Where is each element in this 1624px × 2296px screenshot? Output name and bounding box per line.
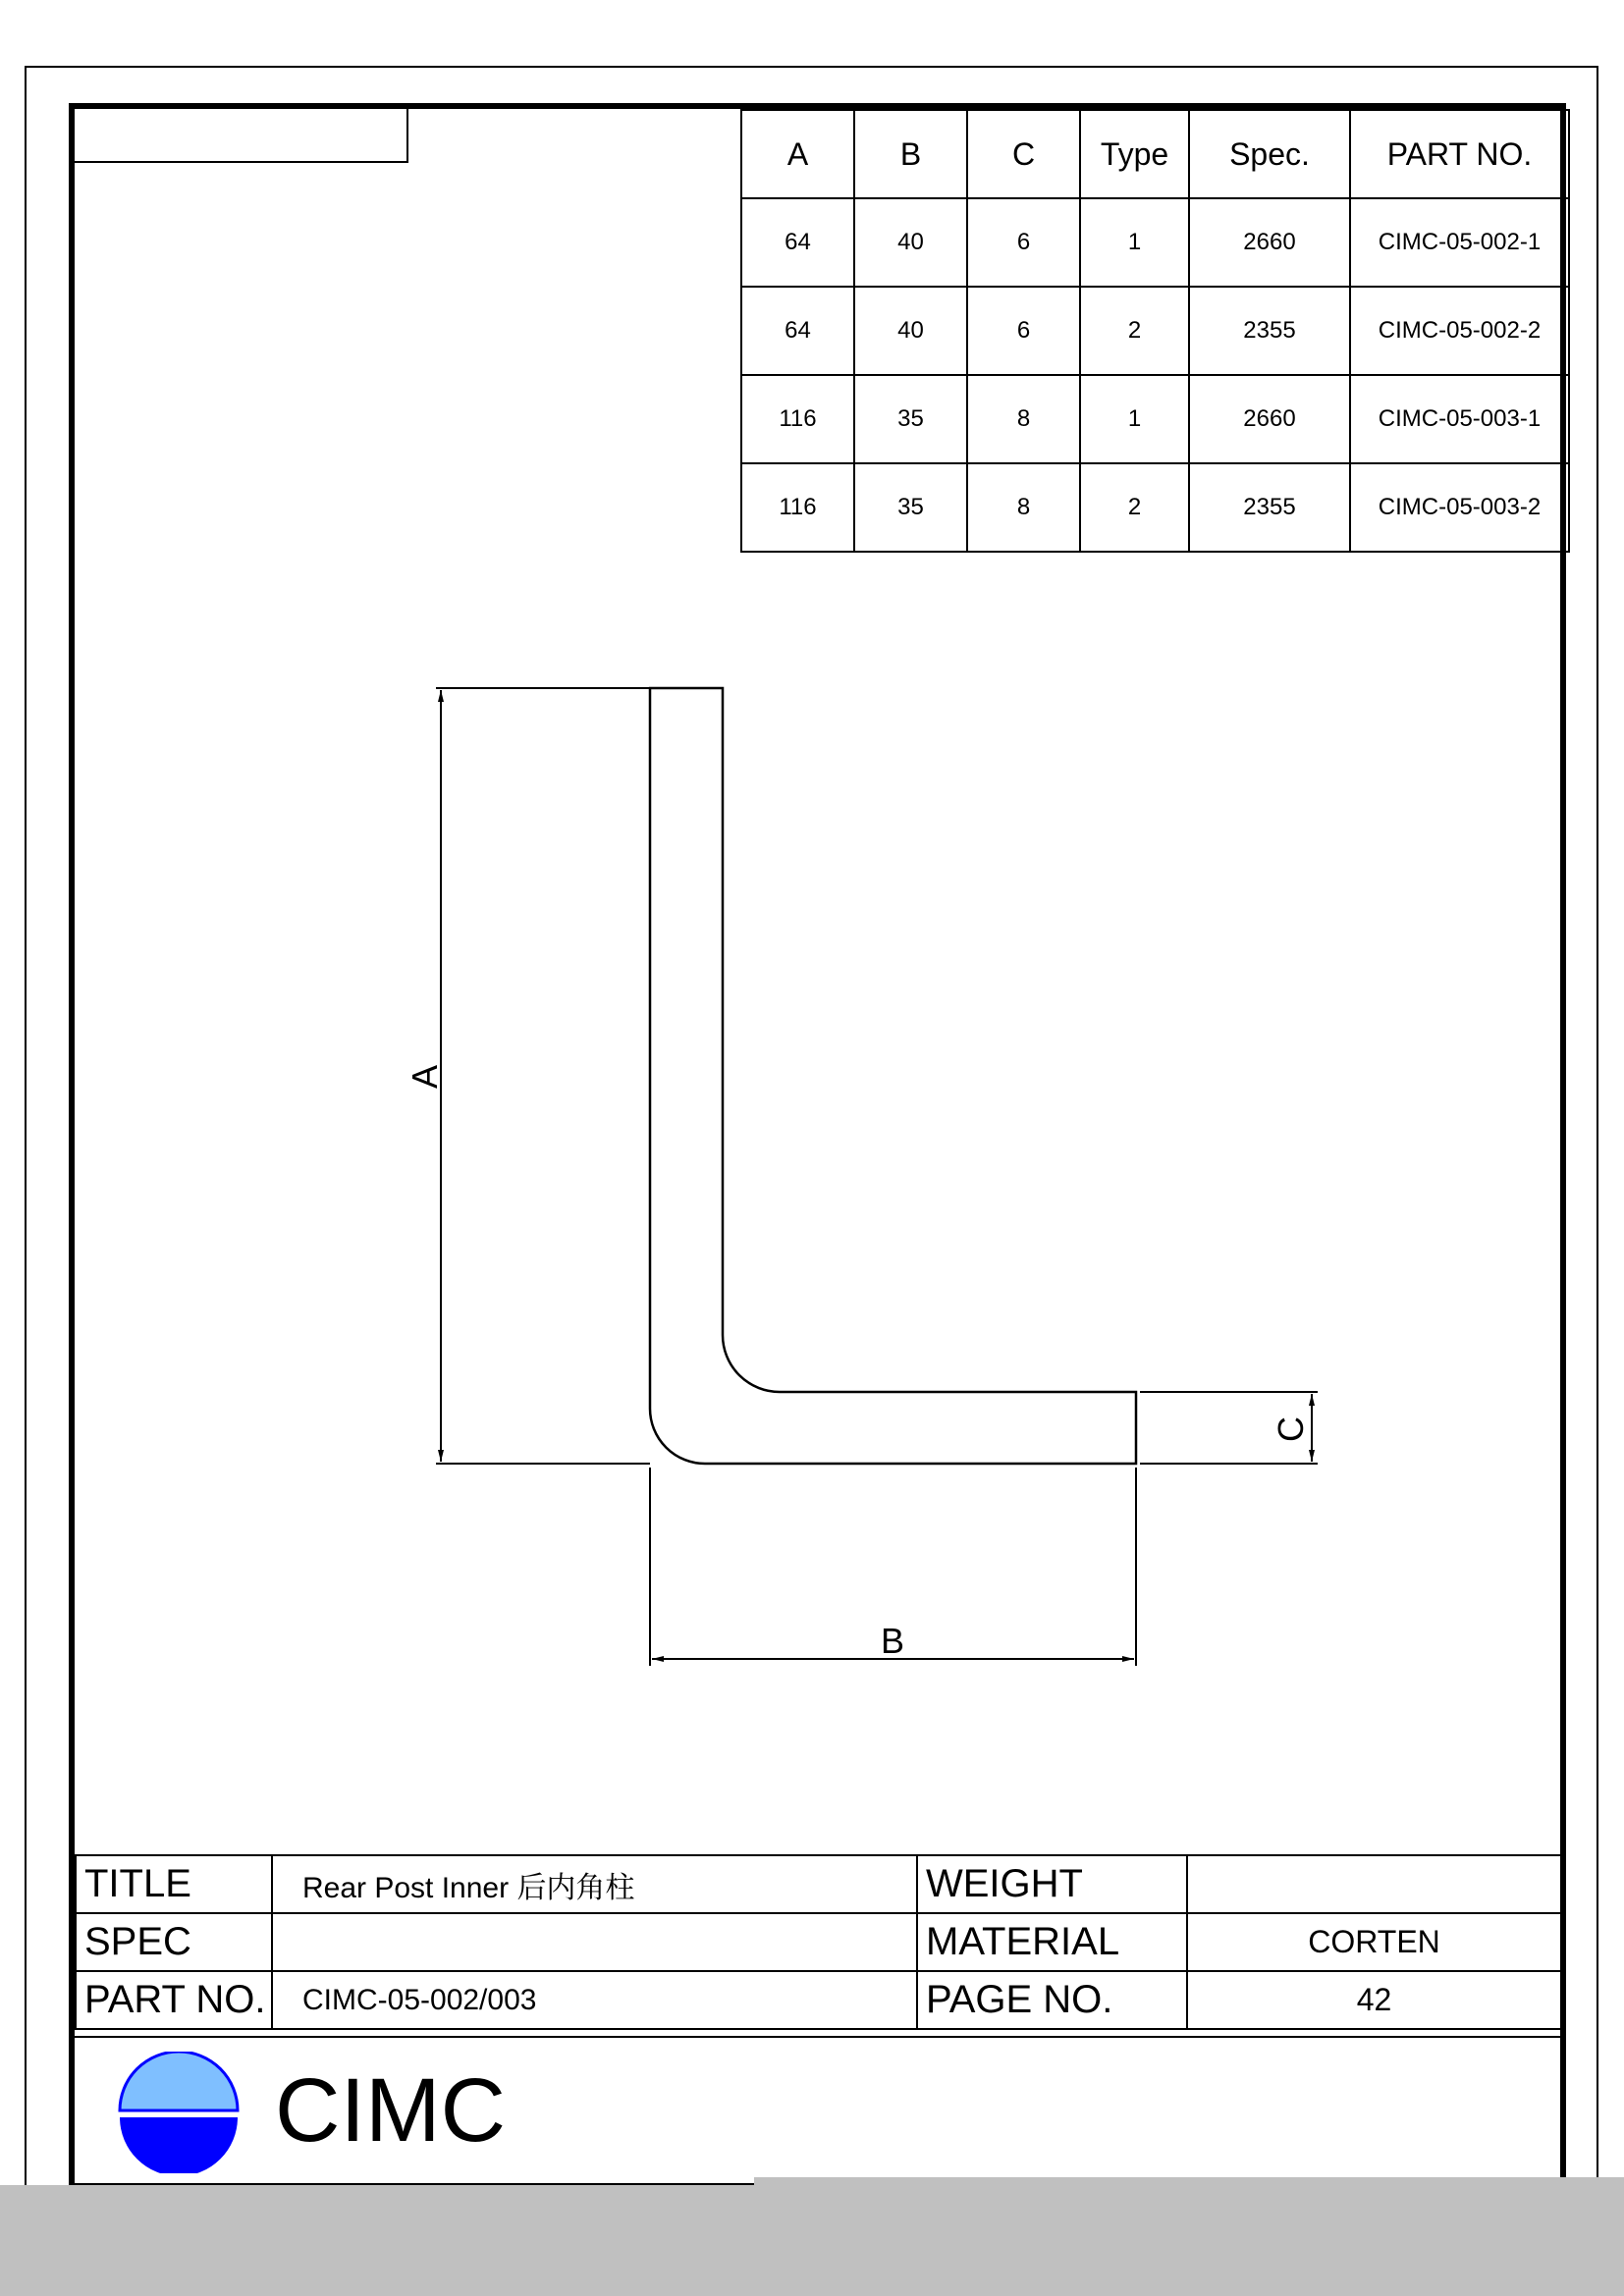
cell-c: 8 (967, 463, 1080, 552)
cell-c: 8 (967, 375, 1080, 463)
material-label: MATERIAL (917, 1913, 1187, 1971)
cell-part-no: CIMC-05-002-2 (1350, 287, 1569, 375)
bottom-gray-band (0, 2185, 1624, 2296)
spec-row (76, 1913, 1561, 1971)
cell-part-no: CIMC-05-003-1 (1350, 375, 1569, 463)
header-a: A (741, 110, 854, 198)
dimension-a (405, 688, 650, 1464)
cell-part-no: CIMC-05-003-2 (1350, 463, 1569, 552)
cell-spec: 2660 (1189, 198, 1350, 287)
spec-value (272, 1913, 917, 1971)
cell-b: 40 (854, 198, 967, 287)
page-no-label: PAGE NO. (917, 1971, 1187, 2029)
cell-type: 2 (1080, 463, 1189, 552)
weight-value (1187, 1855, 1561, 1913)
dimension-b-label: B (880, 1621, 905, 1661)
cell-a: 64 (741, 287, 854, 375)
material-value: CORTEN (1187, 1913, 1561, 1971)
title-row (76, 1855, 1561, 1913)
cell-type: 2 (1080, 287, 1189, 375)
header-type: Type (1080, 110, 1189, 198)
part-no-label: PART NO. (76, 1971, 272, 2029)
cell-b: 35 (854, 463, 967, 552)
cell-c: 6 (967, 198, 1080, 287)
cell-a: 116 (741, 463, 854, 552)
cell-a: 116 (741, 375, 854, 463)
bottom-gray-band-notch (754, 2177, 1624, 2187)
header-part-no: PART NO. (1350, 110, 1569, 198)
cell-a: 64 (741, 198, 854, 287)
dimension-c (1140, 1392, 1318, 1464)
title-value: Rear Post Inner 后内角柱 (272, 1855, 917, 1913)
cimc-logo-icon (118, 2052, 240, 2173)
header-b: B (854, 110, 967, 198)
cell-spec: 2660 (1189, 375, 1350, 463)
cell-spec: 2355 (1189, 463, 1350, 552)
cell-b: 40 (854, 287, 967, 375)
dimension-c-label: C (1271, 1416, 1311, 1442)
cell-part-no: CIMC-05-002-1 (1350, 198, 1569, 287)
header-c: C (967, 110, 1080, 198)
l-profile-outline (650, 688, 1136, 1464)
dimension-a-label: A (405, 1064, 445, 1090)
title-label: TITLE (76, 1855, 272, 1913)
cell-type: 1 (1080, 375, 1189, 463)
weight-label: WEIGHT (917, 1855, 1187, 1913)
page-no-value: 42 (1187, 1971, 1561, 2029)
spec-label: SPEC (76, 1913, 272, 1971)
cell-spec: 2355 (1189, 287, 1350, 375)
cell-type: 1 (1080, 198, 1189, 287)
dimension-b (650, 1468, 1136, 1666)
cell-b: 35 (854, 375, 967, 463)
cell-c: 6 (967, 287, 1080, 375)
part-no-value: CIMC-05-002/003 (272, 1971, 917, 2029)
title-block (75, 1854, 1562, 2030)
cimc-logo-text: CIMC (275, 2060, 507, 2161)
header-spec: Spec. (1189, 110, 1350, 198)
part-no-row (76, 1971, 1561, 2029)
